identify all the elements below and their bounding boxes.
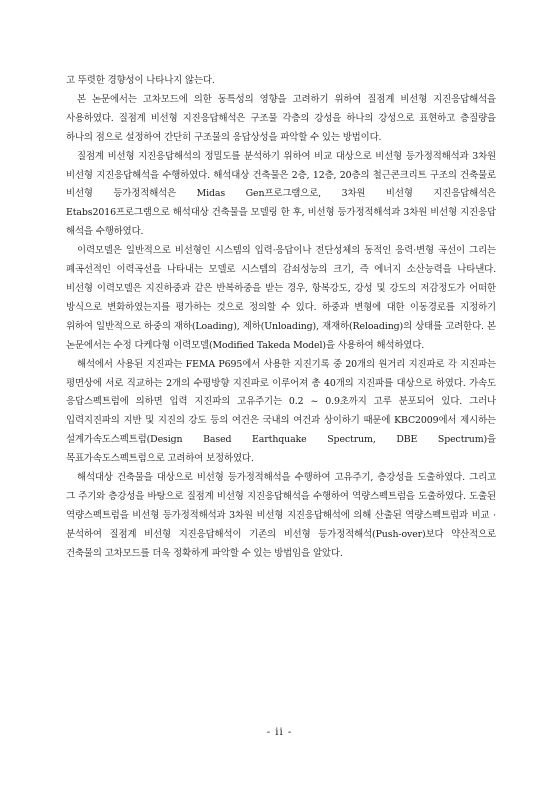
paragraph-hysteresis-model: 이력모델은 일반적으로 비선형인 시스템의 입력·응답이나 전단성체의 동적인 응력·변형 곡선이 그리는 폐곡선적인 이력곡선을 나타내는 모델로 시스템의 감쇠성능의 크기, 즉 에너지 소산능력을 나타낸다. 비선형 이력모델은 지진하중과 같은 반복하중을 받는 경우, 항복강도, 강성 및 강도의 저감정도가 어떠한 방식으로 변화하였는지를 평가하는 것으로 정의할 수 있다. 하중과 변형에 대한 이동경로를 지정하기 위하여 일반적으로 하중의 재하(Loading), 제하(Unloading), 재재하(Reloading)의 상태를 고려한다. 본 논문에서는 수정 다케다형 이력모델(Modified Takeda Model)을 사용하여 해석하였다. bbox=[66, 245, 496, 351]
paragraph-ground-motions: 해석에서 사용된 지진파는 FEMA P695에서 사용한 지진기록 중 20개의 원거리 지진파로 각 지진파는 평면상에 서로 직교하는 2개의 수평방향 지진파로 이루어져 총 40개의 지진파를 대상으로 하였다. 가속도 응답스펙트럼에 의하면 입력 지진파의 고유주기는 0.2 ~ 0.9초까지 고루 분포되어 있다. 그러나 입력지진파의 지반 및 지진의 강도 등의 여건은 국내의 여건과 상이하기 때문에 KBC2009에서 제시하는 설계가속도스펙트럼(Design Based Earthquake Spectrum, DBE Spectrum)을 목표가속도스펙트럼으로 고려하여 보정하였다. bbox=[66, 358, 496, 465]
body-text bbox=[66, 72, 496, 564]
paragraph-comparison: 질점계 비선형 지진응답해석의 정밀도를 분석하기 위하여 비교 대상으로 비선형 등가정적해석과 3차원 비선형 지진응답해석을 수행하였다. 해석대상 건축물은 2층, 12층, 20층의 철근콘크리트 구조의 건축물로 비선형 등가정적해석은 Midas Gen프로그램으로, 3차원 비선형 지진응답해석은 Etabs2016프로그램으로 해석대상 건축물을 모델링 한 후, 비선형 등가정적해석과 3차원 비선형 지진응답 해석을 수행하였다. bbox=[66, 150, 496, 238]
paragraph-continued: 고 뚜렷한 경향성이 나타나지 않는다. bbox=[66, 75, 215, 86]
paragraph-method-intro: 본 논문에서는 고차모드에 의한 동특성의 영향을 고려하기 위하여 질점계 비선형 지진응답해석을 사용하였다. 질점계 비선형 지진응답해석은 구조물 각층의 강성을 하나의 강성으로 표현하고 층질량을 하나의 점으로 설정하여 간단히 구조물의 응답상성을 파악할 수 있는 방법이다. bbox=[66, 93, 496, 143]
paragraph-conclusion: 해석대상 건축물을 대상으로 비선형 등가정적해석을 수행하여 고유주기, 층강성을 도출하였다. 그리고 그 주기와 층강성을 바탕으로 질점계 비선형 지진응답해석을 수행하여 역량스펙트럼을 도출하였다. 도출된 역량스펙트럼을 비선형 등가정적해석과 3차원 비선형 지진응답해석에 의해 산출된 역량스펙트럼과 비교 · 분석하여 질점계 비선형 지진응답해석이 기존의 비선형 등가정적해석(Push-over)보다 약산적으로 건축물의 고차모드를 더욱 정확하게 파악할 수 있는 방법임을 알았다. bbox=[66, 472, 496, 559]
page-number: - ii - bbox=[266, 727, 293, 738]
